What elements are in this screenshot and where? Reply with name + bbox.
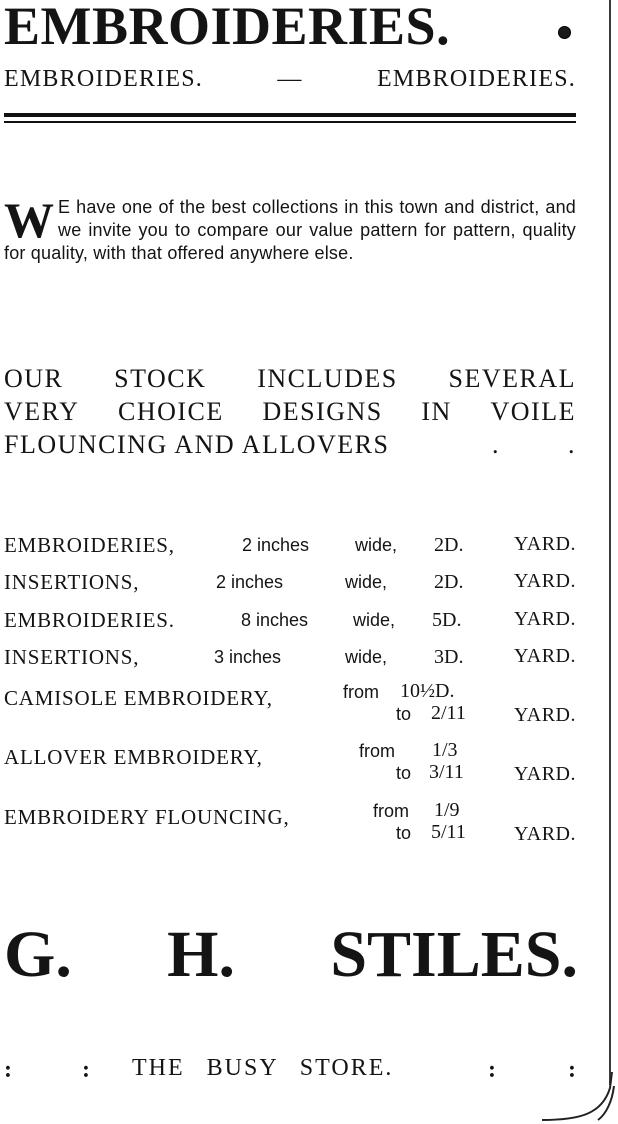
signature-initial-g: G. <box>4 918 72 991</box>
price-item-unit: YARD. <box>514 570 576 592</box>
stock-word: DESIGNS <box>262 397 383 426</box>
price-range-row <box>4 801 576 851</box>
price-item-size: 2 inches <box>216 572 284 592</box>
merchant-signature <box>4 915 578 995</box>
price-item-name: INSERTIONS, <box>4 570 140 594</box>
price-range-row <box>4 682 576 732</box>
price-item-wide: wide, <box>345 647 388 667</box>
footer-colon: : <box>568 1057 578 1083</box>
stock-line-3 <box>4 428 576 461</box>
footer-colon: : <box>4 1057 14 1083</box>
price-item-wide: wide, <box>353 610 396 630</box>
price-item-price: 3D. <box>434 646 464 668</box>
divider-rule-thick <box>4 113 576 117</box>
price-item-unit: YARD. <box>514 608 576 630</box>
stock-word: IN <box>421 397 452 426</box>
price-item-size: 2 inches <box>242 535 310 555</box>
price-item-wide: wide, <box>355 535 398 555</box>
stock-word: VOILE <box>490 397 576 426</box>
range-to-label: to <box>396 763 412 783</box>
range-item-unit: YARD. <box>514 763 576 785</box>
stock-word: STOCK <box>114 364 207 393</box>
footer-colon: : <box>488 1057 498 1083</box>
stock-word: CHOICE <box>118 397 224 426</box>
stock-line-3-dots: . . <box>492 430 576 459</box>
range-item-name: EMBROIDERY FLOUNCING, <box>4 805 290 829</box>
signature-initial-h: H. <box>167 918 235 991</box>
range-from-label: from <box>373 801 409 821</box>
stock-word: INCLUDES <box>257 364 398 393</box>
store-footer <box>4 1055 578 1089</box>
range-to-label: to <box>396 823 412 843</box>
price-item-price: 2D. <box>434 571 464 593</box>
price-row <box>4 645 576 675</box>
stock-line-3-text: FLOUNCING AND ALLOVERS <box>4 430 390 459</box>
price-item-unit: YARD. <box>514 645 576 667</box>
price-item-name: EMBROIDERIES. <box>4 608 175 632</box>
stock-announcement <box>4 362 576 461</box>
divider-rule-thin <box>4 121 576 123</box>
intro-paragraph <box>4 192 576 265</box>
subheading-dash: — <box>277 66 303 92</box>
price-item-size: 8 inches <box>241 610 309 630</box>
subheading-right: EMBROIDERIES. <box>377 66 576 92</box>
range-to-label: to <box>396 704 412 724</box>
price-row <box>4 608 576 638</box>
price-item-price: 2D. <box>434 534 464 556</box>
page-border-right <box>609 0 611 1085</box>
range-to-price: 5/11 <box>431 821 466 843</box>
range-from-label: from <box>359 741 395 761</box>
range-item-unit: YARD. <box>514 704 576 726</box>
range-from-price: 1/3 <box>432 739 458 761</box>
intro-drop-cap: W <box>4 192 52 248</box>
headline: EMBROIDERIES. <box>4 0 451 56</box>
subheading-left: EMBROIDERIES. <box>4 66 203 92</box>
price-item-wide: wide, <box>345 572 388 592</box>
price-item-size: 3 inches <box>214 647 282 667</box>
range-item-unit: YARD. <box>514 823 576 845</box>
headline-ornament-dot <box>558 26 571 39</box>
signature-surname: STILES. <box>330 918 578 991</box>
stock-line-2 <box>4 395 576 428</box>
stock-word: OUR <box>4 364 64 393</box>
range-to-price: 3/11 <box>429 761 464 783</box>
stock-line-1 <box>4 362 576 395</box>
store-tagline: THE BUSY STORE. <box>132 1055 394 1081</box>
intro-text: E have one of the best collections in this town and district, and we invite you to compare our value pattern for pattern, quality for quality, with that offered anywhere else. <box>4 197 576 263</box>
price-row <box>4 533 576 563</box>
stock-word: VERY <box>4 397 80 426</box>
range-from-price: 1/9 <box>434 799 460 821</box>
stock-word: SEVERAL <box>448 364 576 393</box>
price-item-price: 5D. <box>432 609 462 631</box>
range-from-label: from <box>343 682 379 702</box>
price-item-name: EMBROIDERIES, <box>4 533 175 557</box>
price-item-unit: YARD. <box>514 533 576 555</box>
range-to-price: 2/11 <box>431 702 466 724</box>
price-row <box>4 570 576 600</box>
range-from-price: 10½D. <box>400 680 455 702</box>
range-item-name: CAMISOLE EMBROIDERY, <box>4 686 273 710</box>
price-item-name: INSERTIONS, <box>4 645 140 669</box>
range-item-name: ALLOVER EMBROIDERY, <box>4 745 263 769</box>
subheading <box>4 66 576 93</box>
footer-colon: : <box>82 1057 92 1083</box>
price-range-row <box>4 741 576 791</box>
